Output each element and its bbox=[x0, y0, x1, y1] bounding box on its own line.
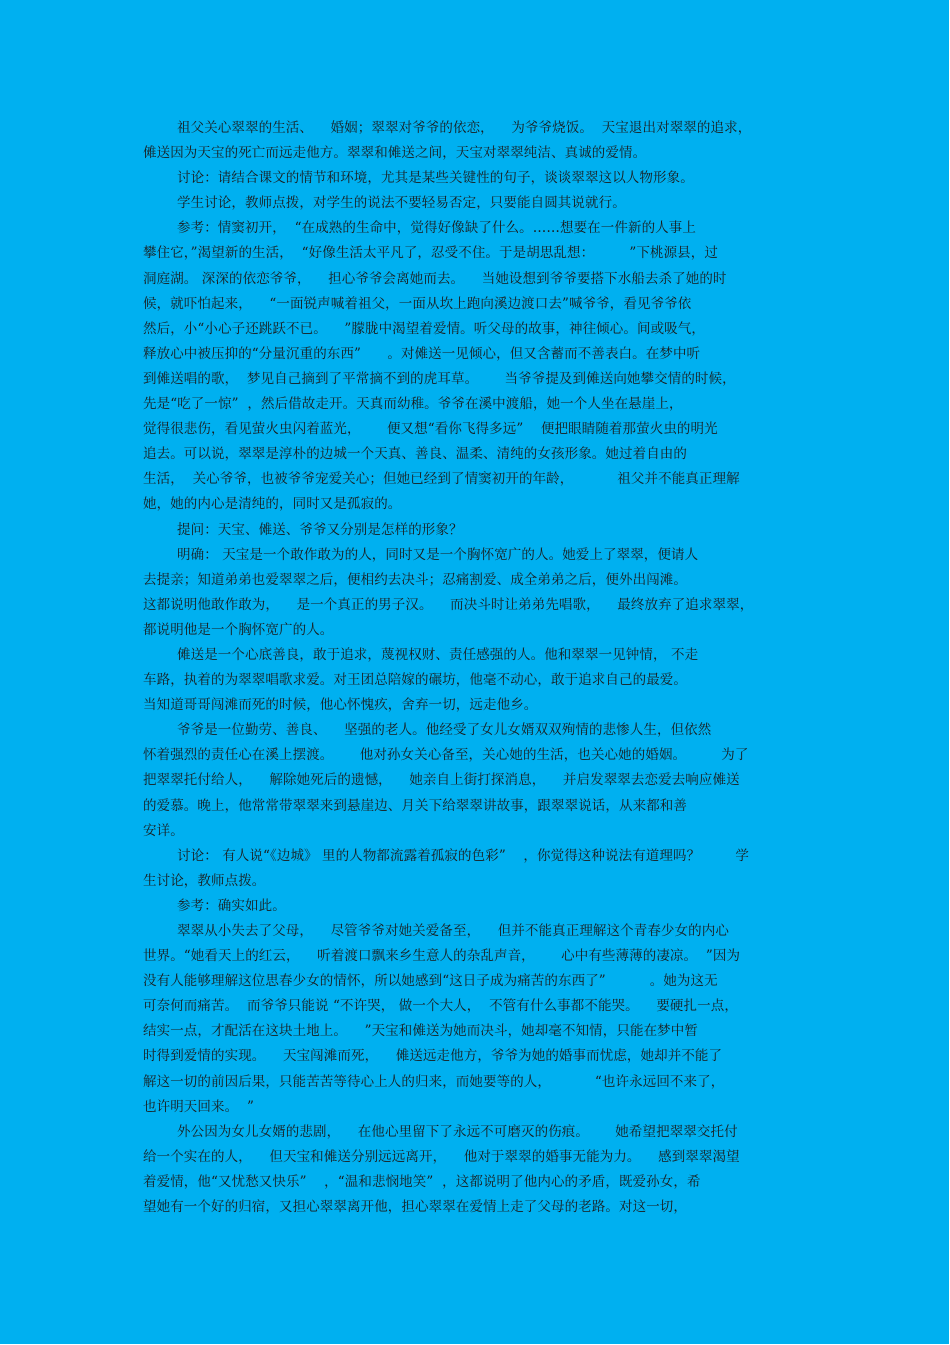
text-line: 着爱情，他“又忧愁又快乐” ，“温和悲悯地笑” ，这都说明了他内心的矛盾，既爱孙女，希 bbox=[143, 1173, 701, 1190]
text-line: 没有人能够理解这位思春少女的情怀，所以她感到“这日子成为痛苦的东西了” 。她为这无 bbox=[143, 973, 718, 990]
text-line: 车路，执着的为翠翠唱歌求爱。对王团总陪嫁的碾坊，他毫不动心，敢于追求自己的最爱。 bbox=[143, 672, 687, 689]
text-line: 然后，小“小心子还跳跃不已。 ”朦胧中渴望着爱情。听父母的故事，神往倾心。间或吸气， bbox=[143, 320, 705, 337]
text-line: 这都说明他敢作敢为， 是一个真正的男子汉。 而决斗时让弟弟先唱歌， 最终放弃了追求翠翠， bbox=[143, 596, 754, 613]
text-line: 可奈何而痛苦。 而爷爷只能说 “不许哭， 做一个大人， 不管有什么事都不能哭。 要硬扎一点， bbox=[143, 998, 738, 1015]
text-line: 翠翠从小失去了父母， 尽管爷爷对她关爱备至， 但并不能真正理解这个青春少女的内心 bbox=[177, 923, 729, 939]
text-line: 先是“吃了一惊” ，然后借故走开。天真而幼稚。爷爷在溪中渡船，她一个人坐在悬崖上， bbox=[143, 396, 683, 413]
text-line: 她，她的内心是清纯的，同时又是孤寂的。 bbox=[143, 496, 402, 513]
text-line: 讨论：请结合课文的情节和环境，尤其是某些关键性的句子，谈谈翠翠这以人物形象。 bbox=[177, 170, 694, 187]
text-line: 生活， 关心爷爷，也被爷爷宠爱关心；但她已经到了情窦初开的年龄， 祖父并不能真正理解 bbox=[143, 471, 740, 488]
text-line: 傩送是一个心底善良，敢于追求，蔑视权财、责任感强的人。他和翠翠一见钟情， 不走 bbox=[177, 646, 699, 663]
text-line: 到傩送唱的歌， 梦见自己摘到了平常摘不到的虎耳草。 当爷爷提及到傩送向她攀交情的时候， bbox=[143, 370, 736, 387]
text-line: 怀着强烈的责任心在溪上摆渡。 他对孙女关心备至，关心她的生活，也关心她的婚姻。 为了 bbox=[143, 747, 749, 764]
text-line: 提问：天宝、傩送、爷爷又分别是怎样的形象？ bbox=[177, 521, 463, 538]
text-line: 解这一切的前因后果，只能苦苦等待心上人的归来，而她要等的人， “也许永远回不来了， bbox=[143, 1073, 725, 1090]
text-line: 安详。 bbox=[143, 822, 184, 839]
text-line: 参考：情窦初开， “在成熟的生命中，觉得好像缺了什么。……想要在一件新的人事上 bbox=[177, 220, 696, 237]
text-line: 明确： 天宝是一个敢作敢为的人，同时又是一个胸怀宽广的人。她爱上了翠翠，便请人 bbox=[177, 546, 699, 563]
text-line: 傩送因为天宝的死亡而远走他方。翠翠和傩送之间，天宝对翠翠纯洁、真诚的爱情。 bbox=[143, 145, 647, 162]
text-line: 也许明天回来。 ” bbox=[143, 1098, 254, 1115]
text-line: 生讨论，教师点拨。 bbox=[143, 872, 266, 889]
text-line: 当知道哥哥闯滩而死的时候，他心怀愧疚，舍弃一切，远走他乡。 bbox=[143, 697, 538, 714]
text-line: 给一个实在的人， 但天宝和傩送分别远远离开， 他对于翠翠的婚事无能为力。 感到翠翠渴望 bbox=[143, 1148, 740, 1165]
text-line: 外公因为女儿女婿的悲剧， 在他心里留下了永远不可磨灭的伤痕。 她希望把翠翠交托付 bbox=[177, 1123, 738, 1140]
text-line: 世界。“她看天上的红云， 听着渡口飘来乡生意人的杂乱声音， 心中有些薄薄的凄凉。 ”因为 bbox=[143, 948, 741, 965]
text-line: 学生讨论，教师点拨，对学生的说法不要轻易否定，只要能自圆其说就行。 bbox=[177, 195, 626, 212]
text-line: 把翠翠托付给人， 解除她死后的遗憾， 她亲自上街打探消息， 并启发翠翠去恋爱去响应傩送 bbox=[143, 772, 740, 789]
text-line: 结实一点，才配活在这块土地上。 ”天宝和傩送为她而决斗，她却毫不知情，只能在梦中暂 bbox=[143, 1023, 698, 1040]
text-line: 洞庭湖。 深深的依恋爷爷， 担心爷爷会离她而去。 当她设想到爷爷要搭下水船去杀了她的时 bbox=[143, 270, 727, 287]
text-line: 时得到爱情的实现。 天宝闯滩而死， 傩送远走他方，爷爷为她的婚事而忧虑，她却并不能了 bbox=[143, 1048, 723, 1065]
text-line: 望她有一个好的归宿，又担心翠翠离开他，担心翠翠在爱情上走了父母的老路。对这一切， bbox=[143, 1199, 687, 1216]
text-line: 候，就吓怕起来， “一面锐声喊着祖父，一面从坎上跑向溪边渡口去”喊爷爷，看见爷爷依 bbox=[143, 295, 692, 312]
text-line: 祖父关心翠翠的生活、 婚姻；翠翠对爷爷的依恋， 为爷爷烧饭。 天宝退出对翠翠的追求， bbox=[177, 120, 752, 136]
text-line: 觉得很悲伤，看见萤火虫闪着蓝光， 便又想“看你飞得多远” 便把眼睛随着那萤火虫的明光 bbox=[143, 421, 718, 438]
text-line: 讨论： 有人说“《边城》 里的人物都流露着孤寂的色彩” ，你觉得这种说法有道理吗？ 学 bbox=[177, 847, 749, 864]
text-line: 追去。可以说，翠翠是淳朴的边城一个天真、善良、温柔、清纯的女孩形象。她过着自由的 bbox=[143, 446, 687, 463]
text-line: 参考：确实如此。 bbox=[177, 897, 286, 914]
text-line: 去提亲；知道弟弟也爱翠翠之后，便相约去决斗；忍痛割爱、成全弟弟之后，便外出闯滩。 bbox=[143, 571, 687, 588]
text-line: 释放心中被压抑的“分量沉重的东西” 。对傩送一见倾心，但又含蓄而不善表白。在梦中听 bbox=[143, 345, 701, 362]
text-line: 攀住它，”渴望新的生活， “好像生活太平凡了，忍受不住。于是胡思乱想： ”下桃源县，过 bbox=[143, 245, 718, 262]
text-line: 的爱慕。晚上，他常常带翠翠来到悬崖边、月关下给翠翠讲故事，跟翠翠说话，从来都和善 bbox=[143, 797, 687, 814]
document-body bbox=[143, 116, 808, 1220]
text-line: 都说明他是一个胸怀宽广的人。 bbox=[143, 621, 334, 638]
text-line: 爷爷是一位勤劳、善良、 坚强的老人。他经受了女儿女婿双双殉情的悲惨人生，但依然 bbox=[177, 722, 712, 739]
